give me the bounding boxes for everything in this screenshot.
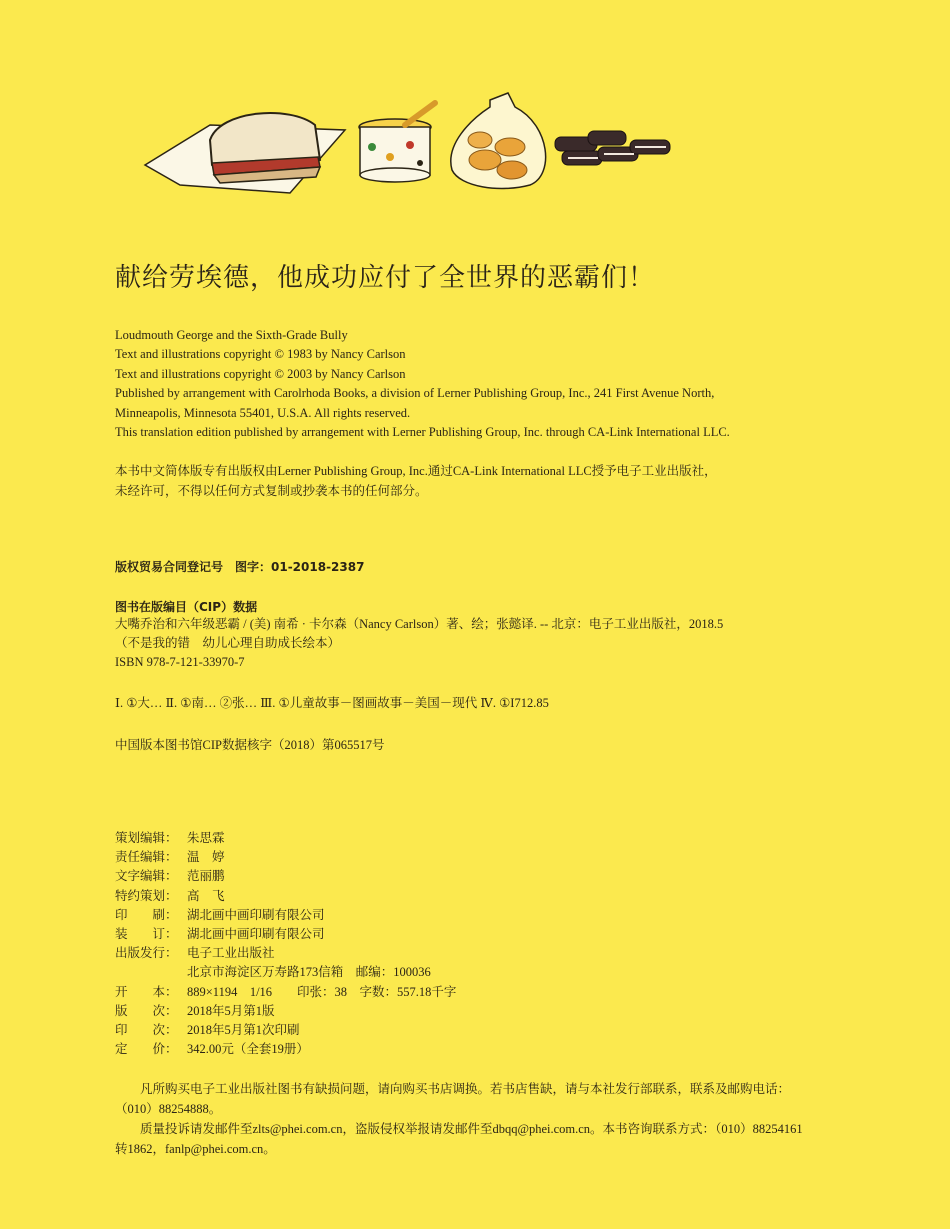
staff-value: 高 飞 — [187, 888, 225, 903]
cip-title: 图书在版编目（CIP）数据 — [115, 600, 258, 614]
staff-label: 出版发行： — [115, 946, 178, 961]
staff-label: 定 价： — [115, 1042, 178, 1057]
cip-number: 中国版本图书馆CIP数据核字（2018）第065517号 — [115, 738, 385, 752]
staff-label: 文字编辑： — [115, 869, 178, 884]
staff-label: 开 本： — [115, 984, 178, 999]
staff-row — [115, 887, 456, 906]
notice-paragraph: 凡所购买电子工业出版社图书有缺损问题，请向购买书店调换。若书店售缺，请与本社发行部联系，联系及邮购电话：（010）88254888。 — [115, 1082, 791, 1116]
copyright-notice — [115, 326, 815, 442]
dedication: 献给劳埃德，他成功应付了全世界的恶霸们！ — [115, 263, 656, 293]
registration-number: 版权贸易合同登记号 图字：01-2018-2387 — [115, 560, 365, 574]
notice-paragraph: 质量投诉请发邮件至zlts@phei.com.cn，盗版侵权举报请发邮件至dbqq@phei.com.cn。本书咨询联系方式：（010）88254161转1862，fanlp@phei.com.cn。 — [115, 1122, 803, 1156]
staff-row — [115, 944, 456, 963]
staff-label: 版 次： — [115, 1003, 178, 1018]
chinese-rights-notice — [115, 461, 835, 501]
rights-line: 未经许可，不得以任何方式复制或抄袭本书的任何部分。 — [115, 484, 428, 498]
staff-value: 北京市海淀区万寿路173信箱 邮编：100036 — [187, 965, 431, 980]
staff-label: 责任编辑： — [115, 850, 178, 865]
chips-bag-icon — [451, 93, 546, 189]
staff-value: 2018年5月第1版 — [187, 1003, 275, 1018]
copyright-line: Published by arrangement with Carolrhoda Books, a division of Lerner Publishing Group, Inc., 241 First Avenue North, — [115, 386, 715, 401]
rights-line: 本书中文简体版专有出版权由Lerner Publishing Group, Inc.通过CA-Link International LLC授予电子工业出版社， — [115, 464, 717, 478]
staff-credits — [115, 829, 456, 1059]
staff-label — [115, 963, 187, 982]
cip-line: （不是我的错 幼儿心理自助成长绘本） — [115, 636, 341, 650]
yogurt-cup-icon — [359, 103, 435, 182]
cip-data — [115, 615, 835, 672]
copyright-line: Text and illustrations copyright © 2003 by Nancy Carlson — [115, 366, 406, 381]
staff-label: 装 订： — [115, 927, 178, 942]
staff-label: 特约策划： — [115, 888, 178, 903]
staff-value: 电子工业出版社 — [187, 946, 275, 961]
staff-row — [115, 1021, 456, 1040]
staff-label: 印 刷： — [115, 907, 178, 922]
cip-line: ISBN 978-7-121-33970-7 — [115, 655, 245, 669]
copyright-line: This translation edition published by arrangement with Lerner Publishing Group, Inc. through CA-Link International LLC. — [115, 425, 730, 440]
copyright-line: Loudmouth George and the Sixth-Grade Bully — [115, 328, 348, 342]
staff-value: 342.00元（全套19册） — [187, 1042, 309, 1057]
sandwich-icon — [145, 113, 345, 193]
food-illustration — [140, 85, 700, 195]
staff-row — [115, 1002, 456, 1021]
staff-label: 策划编辑： — [115, 831, 178, 845]
staff-row — [115, 906, 456, 925]
staff-value: 范丽鹏 — [187, 869, 225, 884]
copyright-line: Text and illustrations copyright © 1983 by Nancy Carlson — [115, 347, 406, 362]
staff-row — [115, 829, 456, 848]
staff-label: 印 次： — [115, 1023, 178, 1038]
staff-value: 2018年5月第1次印刷 — [187, 1023, 300, 1038]
cip-line: 大嘴乔治和六年级恶霸 / (美) 南希 · 卡尔森（Nancy Carlson）著、绘；张懿译. -- 北京：电子工业出版社，2018.5 — [115, 617, 724, 631]
staff-row — [115, 848, 456, 867]
staff-value: 湖北画中画印刷有限公司 — [187, 907, 325, 922]
cip-classification: Ⅰ. ①大… Ⅱ. ①南… ②张… Ⅲ. ①儿童故事－图画故事－美国－现代 Ⅳ. ①I712.85 — [115, 696, 549, 710]
staff-row — [115, 983, 456, 1002]
staff-row — [115, 1040, 456, 1059]
staff-value: 朱思霖 — [187, 831, 225, 845]
staff-value: 温 婷 — [187, 850, 225, 865]
staff-row — [115, 963, 456, 982]
staff-row — [115, 867, 456, 886]
staff-value: 湖北画中画印刷有限公司 — [187, 927, 325, 942]
cookies-icon — [555, 131, 670, 165]
copyright-line: Minneapolis, Minnesota 55401, U.S.A. All rights reserved. — [115, 405, 411, 420]
staff-value: 889×1194 1/16 印张：38 字数：557.18千字 — [187, 984, 457, 999]
purchase-notice — [115, 1079, 815, 1159]
staff-row — [115, 925, 456, 944]
